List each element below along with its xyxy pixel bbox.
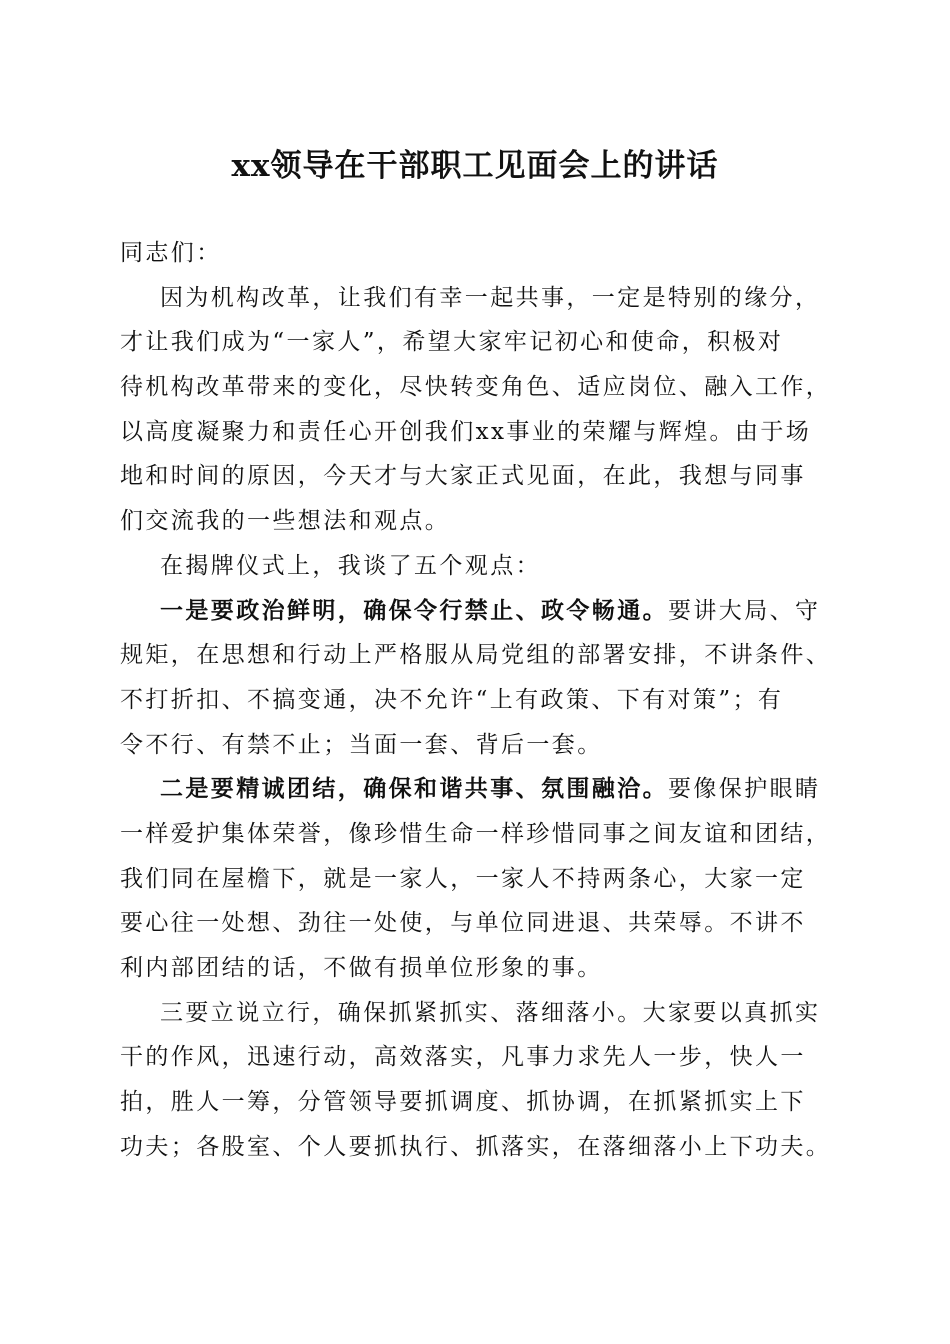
text-line: [120, 991, 840, 1036]
line-text: 因为机构改革，让我们有幸一起共事，一定是特别的缘分，: [160, 284, 821, 311]
text-line: [120, 1080, 840, 1125]
line-text: 同志们：: [120, 240, 222, 266]
line-text: 一样爱护集体荣誉，像珍惜生命一样珍惜同事之间友谊和团结，: [120, 820, 832, 847]
text-line: [120, 633, 840, 678]
line-text: 规矩，在思想和行动上严格服从局党组的部署安排，不讲条件、: [120, 642, 832, 669]
text-line: [120, 231, 840, 276]
text-line: [120, 767, 840, 812]
bold-heading: 一是要政治鲜明，确保令行禁止、政令畅通。: [160, 596, 668, 624]
line-text: 我们同在屋檐下，就是一家人，一家人不持两条心，大家一定: [120, 865, 806, 892]
line-text: 们交流我的一些想法和观点。: [120, 508, 451, 535]
text-line: [120, 946, 840, 991]
line-text: 在揭牌仪式上，我谈了五个观点：: [160, 552, 541, 579]
text-line: [120, 678, 840, 723]
text-line: [120, 1035, 840, 1080]
text-line: [120, 544, 840, 589]
line-text: 地和时间的原因，今天才与大家正式见面，在此，我想与同事: [120, 463, 806, 490]
line-text: 功夫；各股室、个人要抓执行、抓落实，在落细落小上下功夫。: [120, 1133, 832, 1160]
line-text: 待机构改革带来的变化，尽快转变角色、适应岗位、融入工作，: [120, 374, 832, 401]
document-title: xx领导在干部职工见面会上的讲话: [231, 148, 719, 184]
line-text: 以高度凝聚力和责任心开创我们xx事业的荣耀与辉煌。由于场: [120, 418, 812, 445]
document-body: [120, 231, 840, 1169]
text-line: [120, 320, 840, 365]
text-line: [120, 410, 840, 455]
line-text: 干的作风，迅速行动，高效落实，凡事力求先人一步，快人一: [120, 1044, 806, 1071]
line-text: 不打折扣、不搞变通，决不允许“上有政策、下有对策”；有: [120, 686, 784, 713]
line-text: 要心往一处想、劲往一处使，与单位同进退、共荣辱。不讲不: [120, 910, 806, 937]
line-text: 才让我们成为“一家人”，希望大家牢记初心和使命，积极对: [120, 329, 784, 356]
text-line: [120, 365, 840, 410]
text-line: [120, 454, 840, 499]
text-line: [120, 857, 840, 902]
text-line: [120, 276, 840, 321]
text-line: [120, 589, 840, 634]
line-text: 要像保护眼睛: [668, 776, 821, 803]
text-line: [120, 812, 840, 857]
line-text: 三要立说立行，确保抓紧抓实、落细落小。大家要以真抓实: [160, 999, 821, 1026]
line-text: 利内部团结的话，不做有损单位形象的事。: [120, 955, 603, 981]
text-line: [120, 723, 840, 768]
text-line: [120, 499, 840, 544]
line-text: 拍，胜人一筹，分管领导要抓调度、抓协调，在抓紧抓实上下: [120, 1089, 806, 1116]
text-line: [120, 901, 840, 946]
line-text: 要讲大局、守: [668, 597, 821, 624]
bold-heading: 二是要精诚团结，确保和谐共事、氛围融洽。: [160, 775, 668, 803]
line-text: 令不行、有禁不止；当面一套、背后一套。: [120, 731, 603, 758]
text-line: [120, 1125, 840, 1170]
